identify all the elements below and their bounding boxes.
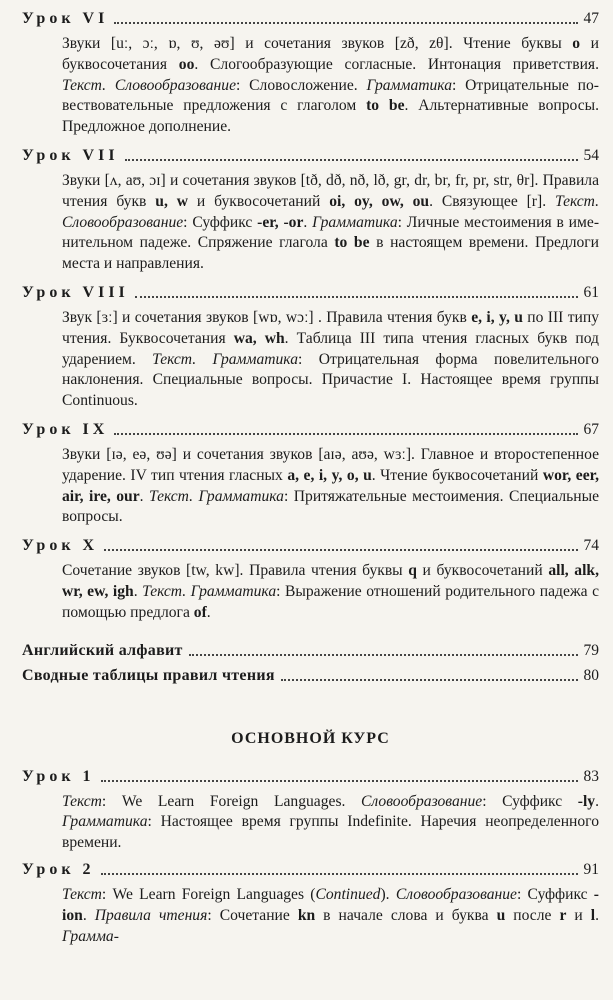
page-number: 80 — [583, 666, 599, 684]
dot-leader — [101, 873, 578, 875]
lesson-title[interactable]: Урок VI — [22, 10, 109, 27]
text-run: . Слогообразующие согласные. Интонация приветствия. — [194, 55, 599, 73]
text-run: Сочетание звуков [tw, kw]. Правила чтения буквы — [62, 562, 409, 580]
text-run: Звуки [uː, ɔː, ɒ, ʊ, əʊ] и сочетания звуков [zð, zθ]. Чтение буквы — [62, 35, 573, 52]
italic-term: Текст — [62, 885, 102, 903]
bold-term: wa, wh — [233, 329, 285, 347]
text-run: . Таблица III типа чтения гласных букв под ударением. — [62, 329, 599, 368]
page-number: 79 — [583, 641, 599, 659]
text-run: Звуки [ʌ, aʊ, ɔɪ] и сочетания звуков [tð, dð, nð, lð, gr, dr, br, fr, pr, str, θr]. Правила чтения букв — [62, 171, 599, 210]
appendix-title[interactable]: Сводные таблицы правил чтения — [22, 666, 275, 684]
lesson-description — [62, 880, 599, 947]
dot-leader — [281, 679, 578, 681]
italic-term: Грамматика — [366, 76, 453, 94]
main-lessons — [22, 766, 599, 948]
text-run: . Связующее [r]. — [429, 192, 555, 210]
text-run: : Личные местоимения в именительном падеже. Спряжение глагола — [62, 213, 600, 252]
text-run: : We Learn Foreign Languages. — [101, 792, 362, 810]
italic-term: Текст — [62, 792, 102, 810]
italic-term: Словообразование — [361, 792, 483, 810]
text-run: : Притяжательные местоимения. Специальные вопросы. — [62, 487, 600, 526]
bold-term: q — [408, 562, 417, 580]
italic-term: Текст. Грамматика — [149, 487, 284, 505]
text-run: . — [139, 487, 150, 505]
toc-entry-reading-tables — [22, 665, 599, 686]
bold-term: -ion — [62, 885, 599, 924]
text-run: : Словосложение. — [236, 76, 367, 94]
italic-term: Грамма- — [62, 927, 119, 945]
lesson-description — [62, 303, 599, 412]
appendix-title[interactable]: Английский алфавит — [22, 641, 183, 659]
text-run: по III типу чтения. Буквосочетания — [62, 308, 599, 347]
bold-term: oi, oy, ow, ou — [329, 192, 430, 210]
dot-leader — [125, 159, 578, 161]
text-run: . — [303, 213, 313, 231]
italic-term: Текст. Грамматика — [152, 350, 299, 368]
bold-term: -ly — [577, 792, 596, 810]
intro-lessons — [22, 8, 599, 624]
lesson-title[interactable]: Урок 1 — [22, 767, 95, 785]
page-number: 74 — [583, 537, 599, 555]
page-number: 47 — [583, 10, 599, 27]
lesson-title[interactable]: Урок VIII — [22, 283, 129, 301]
bold-term: u, w — [155, 192, 189, 210]
bold-term: l — [590, 906, 596, 924]
toc-entry-main-lesson-2 — [22, 859, 599, 947]
text-run: : Отрицательная форма повелительного наклонения. Специальные вопросы. Причастие I. Настоящее время группы Continuous. — [62, 350, 599, 410]
bold-term: to be — [366, 97, 405, 115]
text-run: . Чтение буквосочетаний — [371, 466, 543, 484]
page-number: 54 — [583, 146, 599, 164]
lesson-description — [62, 787, 599, 854]
lesson-title[interactable]: Урок 2 — [22, 860, 95, 878]
appendix-entries — [22, 640, 599, 686]
text-run: . — [595, 906, 599, 924]
dot-leader — [101, 780, 578, 782]
dot-leader — [114, 433, 577, 435]
bold-term: all, alk, wr, ew, igh — [62, 562, 599, 600]
toc-entry-lesson-7 — [22, 145, 599, 275]
bold-term: oo — [178, 55, 195, 73]
toc-entry-lesson-10 — [22, 535, 599, 623]
text-run: ). — [380, 885, 396, 903]
italic-term: Грамматика — [62, 813, 148, 831]
toc-entry-lesson-6 — [22, 8, 599, 138]
lesson-description — [62, 440, 599, 528]
bold-term: of — [193, 603, 207, 621]
text-run: : Суффикс — [183, 213, 258, 231]
text-run: Звук [ɜː] и сочетания звуков [wɒ, wɔː] . Правила чтения букв — [62, 308, 472, 326]
text-run: : Суффикс — [482, 792, 578, 810]
bold-term: kn — [297, 906, 316, 924]
text-run: в начале слова и буква — [315, 906, 497, 924]
lesson-title[interactable]: Урок IX — [22, 420, 109, 438]
text-run: . Альтернативные вопросы. Предложное дополнение. — [62, 97, 599, 136]
dot-leader — [135, 296, 578, 298]
dot-leader — [114, 22, 577, 24]
text-run: и — [566, 906, 591, 924]
text-run: . — [595, 792, 599, 810]
lesson-title[interactable]: Урок X — [22, 537, 99, 555]
lesson-title[interactable]: Урок VII — [22, 146, 119, 164]
italic-term: Continued — [315, 885, 381, 903]
bold-term: o — [572, 35, 581, 52]
text-run: : Суффикс — [516, 885, 594, 903]
italic-term: Словообразование — [395, 885, 517, 903]
text-run: : Сочетание — [207, 906, 298, 924]
text-run: : Настоящее время группы Indefinite. Наречия неопределенного времени. — [62, 813, 599, 852]
text-run: после — [505, 906, 560, 924]
page-number: 61 — [583, 283, 599, 301]
dot-leader — [189, 654, 578, 656]
bold-term: to be — [334, 234, 370, 252]
text-run: и буквосочетаний — [188, 192, 330, 210]
text-run: : We Learn Foreign Languages ( — [101, 885, 316, 903]
toc-entry-lesson-9 — [22, 419, 599, 528]
bold-term: r — [559, 906, 567, 924]
text-run: : Отрицательные повествовательные предложения с глаголом — [62, 76, 599, 115]
lesson-description — [62, 166, 599, 275]
text-run: . — [82, 906, 95, 924]
italic-term: Текст. Словообразование — [62, 192, 599, 231]
text-run: . — [133, 582, 143, 600]
text-run: Звуки [ɪə, eə, ʊə] и сочетания звуков [aɪə, aʊə, wɜː]. Главное и второстепенное ударение. IV тип чтения гласных — [62, 445, 599, 484]
italic-term: Правила чтения — [94, 906, 208, 924]
text-run: и буквосочетаний — [416, 562, 549, 580]
bold-term: -er, -or — [257, 213, 304, 231]
text-run: и буквосочетания — [62, 35, 599, 73]
page-number: 67 — [583, 420, 599, 438]
italic-term: Текст. Грамматика — [142, 582, 277, 600]
toc-entry-main-lesson-1 — [22, 766, 599, 854]
text-run: : Выражение отношений родительного падежа с помощью предлога — [62, 582, 599, 621]
lesson-description — [62, 556, 599, 623]
bold-term: e, i, y, u — [471, 308, 523, 326]
lesson-description — [62, 29, 599, 138]
bold-term: u — [496, 906, 506, 924]
section-heading: ОСНОВНОЙ КУРС — [231, 729, 390, 747]
italic-term: Текст. Словообразование — [62, 76, 236, 94]
toc-entry-alphabet — [22, 640, 599, 661]
bold-term: wor, eer, air, ire, our — [62, 466, 599, 505]
page-number: 83 — [583, 767, 599, 785]
toc-entry-lesson-8 — [22, 282, 599, 412]
text-run: в настоящем времени. Предлоги места и направления. — [62, 234, 600, 273]
italic-term: Грамматика — [312, 213, 398, 231]
dot-leader — [104, 549, 577, 551]
bold-term: a, e, i, y, o, u — [287, 466, 372, 484]
page-number: 91 — [583, 860, 599, 878]
text-run: . — [206, 603, 211, 621]
